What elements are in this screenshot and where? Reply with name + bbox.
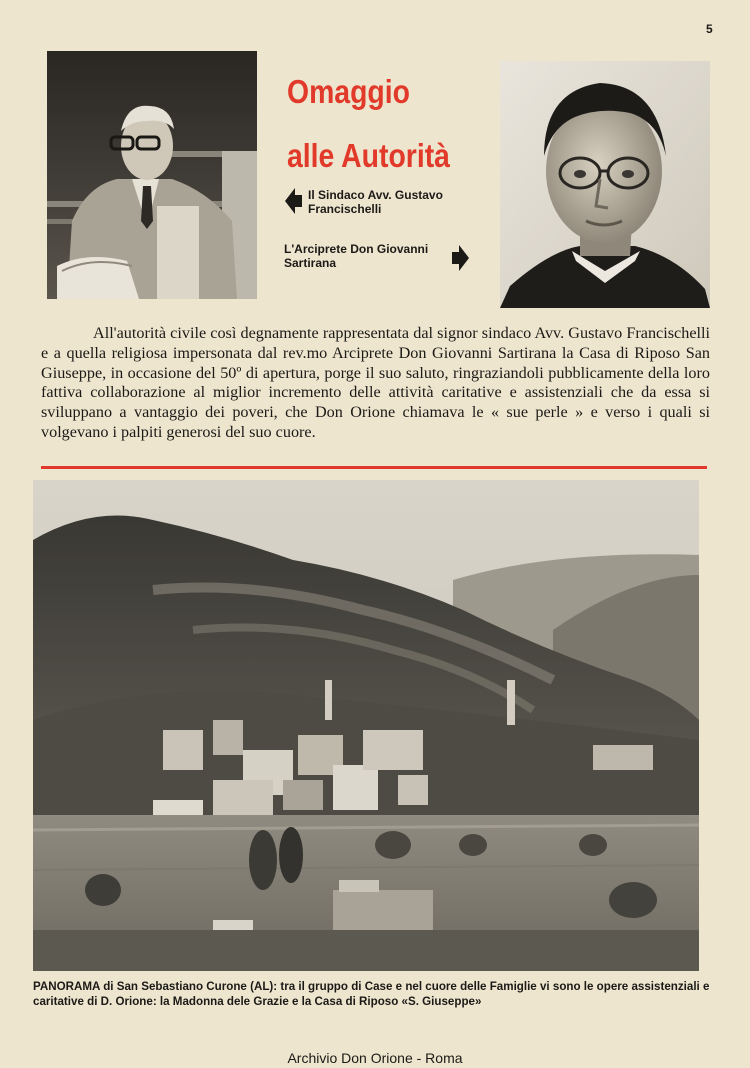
- priest-caption: L'Arciprete Don Giovanni Sartirana: [284, 242, 429, 270]
- page-number: 5: [706, 22, 713, 36]
- arrow-left-icon: [285, 188, 302, 214]
- panorama-photo: [33, 480, 699, 971]
- headline-line-2: alle Autorità: [287, 137, 450, 174]
- body-paragraph: All'autorità civile così degnamente rappresentata dal signor sindaco Avv. Gustavo Francischelli e a quella religiosa impersonata dal rev.mo Arciprete Don Giovanni Sartirana la Casa di Riposo San Giuseppe, in occasione del 50º di apertura, porge il suo saluto, ringraziandoli pubblicamente della loro fattiva collaborazione al miglior incremento delle attività caritative e assistenziali che da essa si sviluppano a vantaggio dei poveri, che Don Orione chiamava le « sue perle » e verso i quali si volgevano i palpiti generosi del suo cuore.: [41, 324, 710, 441]
- panorama-caption: [33, 979, 713, 1009]
- panorama-caption-label: PANORAMA: [33, 980, 100, 993]
- mayor-caption: Il Sindaco Avv. Gustavo Francischelli: [308, 188, 443, 216]
- arrow-right-icon: [452, 245, 469, 271]
- headline-line-1: Omaggio: [287, 73, 410, 110]
- red-divider: [41, 466, 707, 469]
- archive-footer: Archivio Don Orione - Roma: [287, 1050, 463, 1066]
- panorama-caption-text: di San Sebastiano Curone (AL): tra il gruppo di Case e nel cuore delle Famiglie vi sono le opere assistenziali e caritative di D. Orione: la Madonna dele Grazie e la Casa di Riposo «S. Giuseppe»: [33, 980, 710, 1008]
- headline: [287, 60, 468, 188]
- mayor-photo: [47, 51, 257, 299]
- priest-photo: [500, 61, 710, 308]
